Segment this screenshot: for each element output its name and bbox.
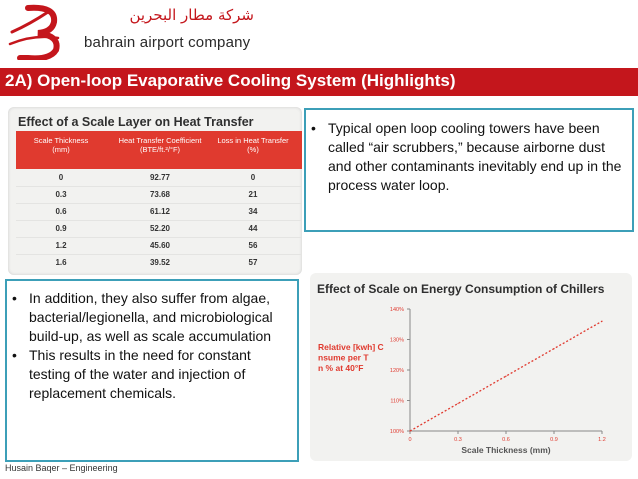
scale-table-image bbox=[8, 107, 302, 275]
table-row bbox=[16, 220, 302, 238]
bullet-text: In addition, they also suffer from algae, bacterial/legionella, and microbiological build-up, as well as scale accumulation bbox=[29, 290, 273, 344]
table-row bbox=[16, 203, 302, 221]
energy-chart bbox=[310, 273, 632, 461]
title-bar bbox=[0, 68, 638, 96]
bullet-icon: • bbox=[12, 290, 17, 306]
column-header-scale-thickness: Scale Thickness (mm) bbox=[33, 136, 89, 154]
chart-plot bbox=[310, 273, 632, 461]
table-cell: 1.2 bbox=[55, 241, 67, 250]
table-row bbox=[16, 237, 302, 255]
logo-english-text: bahrain airport company bbox=[84, 34, 251, 51]
bullet-text: Typical open loop cooling towers have been called “air scrubbers,” because airborne dust and other contaminants inevitably end up in the process water loop. bbox=[328, 120, 622, 193]
top-right-text-box bbox=[304, 108, 634, 232]
table-cell: 52.20 bbox=[149, 224, 171, 233]
footer-text: Husain Baqer – Engineering bbox=[5, 463, 118, 473]
column-header-loss: Loss in Heat Transfer (%) bbox=[217, 136, 289, 154]
bullet-item bbox=[7, 346, 287, 403]
table-cell: 56 bbox=[248, 241, 258, 250]
table-cell: 61.12 bbox=[149, 207, 171, 216]
x-tick-label: 0.3 bbox=[454, 437, 462, 443]
data-point bbox=[409, 430, 410, 431]
table-row bbox=[16, 169, 302, 187]
bullet-item bbox=[7, 289, 287, 346]
logo-arabic-text: شركة مطار البحرين bbox=[129, 6, 254, 24]
table-cell: 0 bbox=[250, 173, 256, 182]
table-cell: 21 bbox=[248, 190, 258, 199]
table-cell: 1.6 bbox=[55, 258, 67, 267]
table-cell: 92.77 bbox=[149, 173, 171, 182]
table-row bbox=[16, 186, 302, 204]
data-point bbox=[553, 348, 554, 349]
table-cell: 57 bbox=[248, 258, 258, 267]
column-header-heat-transfer: Heat Transfer Coefficient (BTE/ft.²/°F) bbox=[118, 136, 202, 154]
data-point bbox=[505, 376, 506, 377]
table-cell: 44 bbox=[248, 224, 258, 233]
table-cell: 39.52 bbox=[149, 258, 171, 267]
data-point bbox=[457, 403, 458, 404]
x-tick-label: 0.6 bbox=[502, 437, 510, 443]
chart-title: Effect of Scale on Energy Consumption of Chillers bbox=[317, 282, 605, 296]
y-tick-label: 110% bbox=[390, 398, 404, 405]
data-point bbox=[601, 321, 602, 322]
x-tick-label: 1.2 bbox=[598, 437, 606, 443]
x-tick-label: 0.9 bbox=[550, 437, 558, 443]
y-tick-label: 120% bbox=[389, 368, 404, 374]
y-axis-label: Relative [kwh] C nsume per T n % at 40°F bbox=[318, 342, 384, 373]
left-text-box bbox=[5, 279, 299, 462]
table-cell: 73.68 bbox=[149, 190, 171, 199]
bullet-item bbox=[306, 119, 626, 195]
y-tick-label: 130% bbox=[389, 337, 404, 344]
x-tick-label: 0 bbox=[408, 437, 412, 443]
bullet-text: This results in the need for constant testing of the water and injection of replacement chemicals. bbox=[29, 347, 251, 401]
y-tick-label: 100% bbox=[389, 429, 404, 435]
table-cell: 0.9 bbox=[55, 224, 67, 233]
table-cell: 0.6 bbox=[55, 207, 67, 216]
table-cell: 34 bbox=[248, 207, 258, 216]
bullet-icon: • bbox=[311, 120, 316, 136]
bahrain-airport-logo-icon bbox=[8, 4, 70, 60]
slide-title: 2A) Open-loop Evaporative Cooling System (Highlights) bbox=[5, 71, 456, 90]
table-heading: Effect of a Scale Layer on Heat Transfer bbox=[18, 115, 254, 129]
table-cell: 0.3 bbox=[55, 190, 67, 199]
x-axis-label: Scale Thickness (mm) bbox=[461, 445, 551, 455]
table-header-band bbox=[16, 131, 302, 169]
table-cell: 0 bbox=[58, 173, 64, 182]
table-row bbox=[16, 254, 302, 271]
y-tick-label: 140% bbox=[389, 307, 404, 313]
bullet-icon: • bbox=[12, 347, 17, 363]
table-cell: 45.60 bbox=[149, 241, 171, 250]
